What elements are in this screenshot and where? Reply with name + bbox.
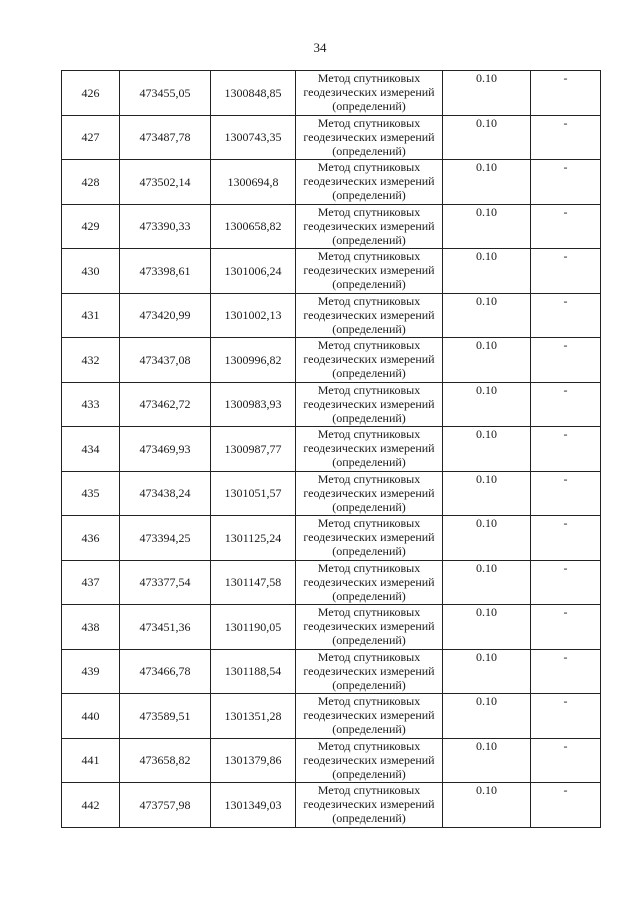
accuracy-cell: 0.10 — [443, 338, 531, 383]
accuracy-cell: 0.10 — [443, 71, 531, 116]
x-coordinate-cell: 473757,98 — [120, 783, 211, 828]
method-cell: Метод спутниковых геодезических измерений (определений) — [296, 293, 443, 338]
accuracy-cell: 0.10 — [443, 427, 531, 472]
method-cell: Метод спутниковых геодезических измерений (определений) — [296, 694, 443, 739]
point-number-cell: 428 — [62, 160, 120, 205]
method-cell: Метод спутниковых геодезических измерений (определений) — [296, 249, 443, 294]
point-number-cell: 438 — [62, 605, 120, 650]
page-number: 34 — [313, 40, 327, 55]
y-coordinate-cell: 1301379,86 — [211, 738, 296, 783]
table-row — [62, 649, 601, 694]
accuracy-cell: 0.10 — [443, 516, 531, 561]
x-coordinate-cell: 473466,78 — [120, 649, 211, 694]
x-coordinate-cell: 473487,78 — [120, 115, 211, 160]
accuracy-cell: 0.10 — [443, 249, 531, 294]
accuracy-cell: 0.10 — [443, 738, 531, 783]
extra-cell: - — [531, 160, 601, 205]
method-cell: Метод спутниковых геодезических измерений (определений) — [296, 338, 443, 383]
x-coordinate-cell: 473462,72 — [120, 382, 211, 427]
y-coordinate-cell: 1300996,82 — [211, 338, 296, 383]
y-coordinate-cell: 1300694,8 — [211, 160, 296, 205]
x-coordinate-cell: 473469,93 — [120, 427, 211, 472]
extra-cell: - — [531, 427, 601, 472]
x-coordinate-cell: 473589,51 — [120, 694, 211, 739]
table-row — [62, 382, 601, 427]
point-number-cell: 436 — [62, 516, 120, 561]
method-cell: Метод спутниковых геодезических измерений (определений) — [296, 560, 443, 605]
x-coordinate-cell: 473390,33 — [120, 204, 211, 249]
point-number-cell: 432 — [62, 338, 120, 383]
x-coordinate-cell: 473437,08 — [120, 338, 211, 383]
y-coordinate-cell: 1301351,28 — [211, 694, 296, 739]
extra-cell: - — [531, 115, 601, 160]
method-cell: Метод спутниковых геодезических измерений (определений) — [296, 382, 443, 427]
y-coordinate-cell: 1301190,05 — [211, 605, 296, 650]
point-number-cell: 426 — [62, 71, 120, 116]
coordinates-table-body — [62, 71, 601, 828]
point-number-cell: 442 — [62, 783, 120, 828]
y-coordinate-cell: 1301188,54 — [211, 649, 296, 694]
extra-cell: - — [531, 560, 601, 605]
table-row — [62, 560, 601, 605]
x-coordinate-cell: 473394,25 — [120, 516, 211, 561]
table-row — [62, 516, 601, 561]
accuracy-cell: 0.10 — [443, 605, 531, 650]
accuracy-cell: 0.10 — [443, 471, 531, 516]
point-number-cell: 430 — [62, 249, 120, 294]
extra-cell: - — [531, 382, 601, 427]
table-row — [62, 427, 601, 472]
method-cell: Метод спутниковых геодезических измерений (определений) — [296, 115, 443, 160]
accuracy-cell: 0.10 — [443, 293, 531, 338]
accuracy-cell: 0.10 — [443, 649, 531, 694]
table-row — [62, 71, 601, 116]
coordinates-table — [61, 70, 601, 828]
table-row — [62, 249, 601, 294]
x-coordinate-cell: 473377,54 — [120, 560, 211, 605]
y-coordinate-cell: 1301349,03 — [211, 783, 296, 828]
accuracy-cell: 0.10 — [443, 783, 531, 828]
table-row — [62, 293, 601, 338]
y-coordinate-cell: 1300658,82 — [211, 204, 296, 249]
x-coordinate-cell: 473420,99 — [120, 293, 211, 338]
point-number-cell: 437 — [62, 560, 120, 605]
extra-cell: - — [531, 293, 601, 338]
method-cell: Метод спутниковых геодезических измерений (определений) — [296, 783, 443, 828]
extra-cell: - — [531, 516, 601, 561]
x-coordinate-cell: 473398,61 — [120, 249, 211, 294]
table-row — [62, 115, 601, 160]
extra-cell: - — [531, 249, 601, 294]
table-row — [62, 160, 601, 205]
y-coordinate-cell: 1301051,57 — [211, 471, 296, 516]
point-number-cell: 440 — [62, 694, 120, 739]
method-cell: Метод спутниковых геодезических измерений (определений) — [296, 427, 443, 472]
x-coordinate-cell: 473438,24 — [120, 471, 211, 516]
extra-cell: - — [531, 471, 601, 516]
extra-cell: - — [531, 204, 601, 249]
x-coordinate-cell: 473502,14 — [120, 160, 211, 205]
extra-cell: - — [531, 338, 601, 383]
table-row — [62, 204, 601, 249]
accuracy-cell: 0.10 — [443, 382, 531, 427]
y-coordinate-cell: 1300983,93 — [211, 382, 296, 427]
table-row — [62, 338, 601, 383]
accuracy-cell: 0.10 — [443, 560, 531, 605]
extra-cell: - — [531, 738, 601, 783]
point-number-cell: 441 — [62, 738, 120, 783]
method-cell: Метод спутниковых геодезических измерений (определений) — [296, 204, 443, 249]
accuracy-cell: 0.10 — [443, 694, 531, 739]
x-coordinate-cell: 473658,82 — [120, 738, 211, 783]
x-coordinate-cell: 473455,05 — [120, 71, 211, 116]
extra-cell: - — [531, 783, 601, 828]
method-cell: Метод спутниковых геодезических измерений (определений) — [296, 471, 443, 516]
point-number-cell: 431 — [62, 293, 120, 338]
method-cell: Метод спутниковых геодезических измерений (определений) — [296, 605, 443, 650]
point-number-cell: 439 — [62, 649, 120, 694]
method-cell: Метод спутниковых геодезических измерений (определений) — [296, 738, 443, 783]
table-row — [62, 471, 601, 516]
y-coordinate-cell: 1301002,13 — [211, 293, 296, 338]
accuracy-cell: 0.10 — [443, 115, 531, 160]
table-row — [62, 694, 601, 739]
x-coordinate-cell: 473451,36 — [120, 605, 211, 650]
point-number-cell: 427 — [62, 115, 120, 160]
table-row — [62, 783, 601, 828]
table-row — [62, 738, 601, 783]
y-coordinate-cell: 1301006,24 — [211, 249, 296, 294]
point-number-cell: 435 — [62, 471, 120, 516]
accuracy-cell: 0.10 — [443, 160, 531, 205]
table-row — [62, 605, 601, 650]
extra-cell: - — [531, 71, 601, 116]
accuracy-cell: 0.10 — [443, 204, 531, 249]
method-cell: Метод спутниковых геодезических измерений (определений) — [296, 516, 443, 561]
y-coordinate-cell: 1301125,24 — [211, 516, 296, 561]
method-cell: Метод спутниковых геодезических измерений (определений) — [296, 160, 443, 205]
y-coordinate-cell: 1300848,85 — [211, 71, 296, 116]
y-coordinate-cell: 1301147,58 — [211, 560, 296, 605]
y-coordinate-cell: 1300743,35 — [211, 115, 296, 160]
point-number-cell: 429 — [62, 204, 120, 249]
extra-cell: - — [531, 694, 601, 739]
method-cell: Метод спутниковых геодезических измерений (определений) — [296, 649, 443, 694]
y-coordinate-cell: 1300987,77 — [211, 427, 296, 472]
method-cell: Метод спутниковых геодезических измерений (определений) — [296, 71, 443, 116]
extra-cell: - — [531, 649, 601, 694]
extra-cell: - — [531, 605, 601, 650]
point-number-cell: 434 — [62, 427, 120, 472]
point-number-cell: 433 — [62, 382, 120, 427]
